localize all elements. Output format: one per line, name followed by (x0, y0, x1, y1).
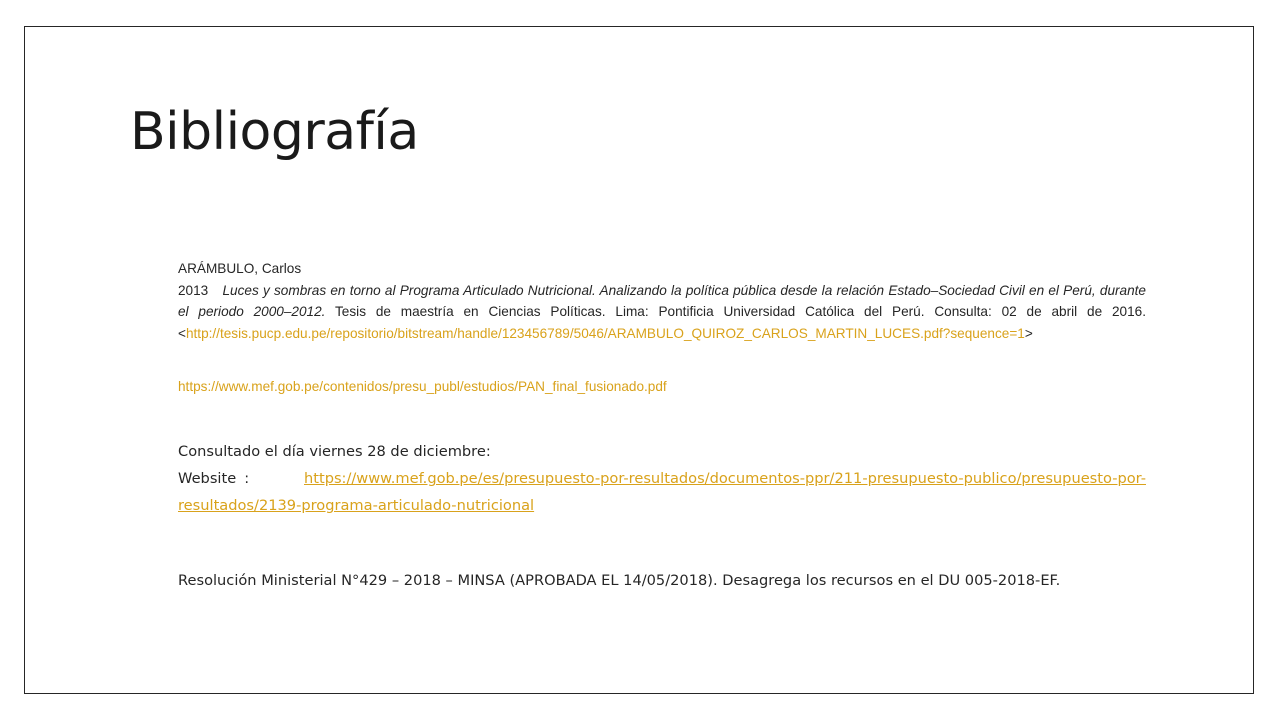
reference-author: ARÁMBULO, Carlos (178, 261, 302, 276)
reference-details: Tesis de maestría en Ciencias Políticas. Lima: Pontificia Universidad Católica del Perú. Consulta: 02 de abril de 2016. (335, 304, 1146, 319)
website-colon: : (244, 470, 250, 487)
slide-title: Bibliografía (130, 102, 419, 162)
reference-year: 2013 (178, 282, 209, 298)
standalone-link-container (178, 377, 1146, 397)
reference-url-open: < (178, 325, 186, 341)
resolution-text: Resolución Ministerial N°429 – 2018 – MINSA (APROBADA EL 14/05/2018). Desagrega los recursos en el DU 005-2018-EF. (178, 572, 1061, 589)
website-label: Website (178, 470, 237, 487)
pan-report-link[interactable]: https://www.mef.gob.pe/contenidos/presu_publ/estudios/PAN_final_fusionado.pdf (178, 379, 667, 394)
consultation-text: Consultado el día viernes 28 de diciembre: (178, 443, 491, 460)
reference-url-link[interactable]: http://tesis.pucp.edu.pe/repositorio/bitstream/handle/123456789/5046/ARAMBULO_QUIROZ_CARLOS_MARTIN_LUCES.pdf?sequence=1 (185, 325, 1025, 341)
bibliography-entry (178, 258, 1146, 344)
reference-url-close: > (1024, 325, 1033, 341)
reference-work-title: Luces y sombras en torno al Programa Articulado Nutricional. Analizando la política pública desde la relación Estado–Sociedad Civil en el Perú, durante el periodo 2000–2012. (178, 282, 1146, 319)
website-url-link[interactable]: https://www.mef.gob.pe/es/presupuesto-por-resultados/documentos-ppr/211-presupuesto-publico/presupuesto-por-resultados/2139-programa-articulado-nutricional (178, 470, 1146, 514)
website-line (178, 465, 1146, 519)
bibliography-content (178, 258, 1146, 592)
